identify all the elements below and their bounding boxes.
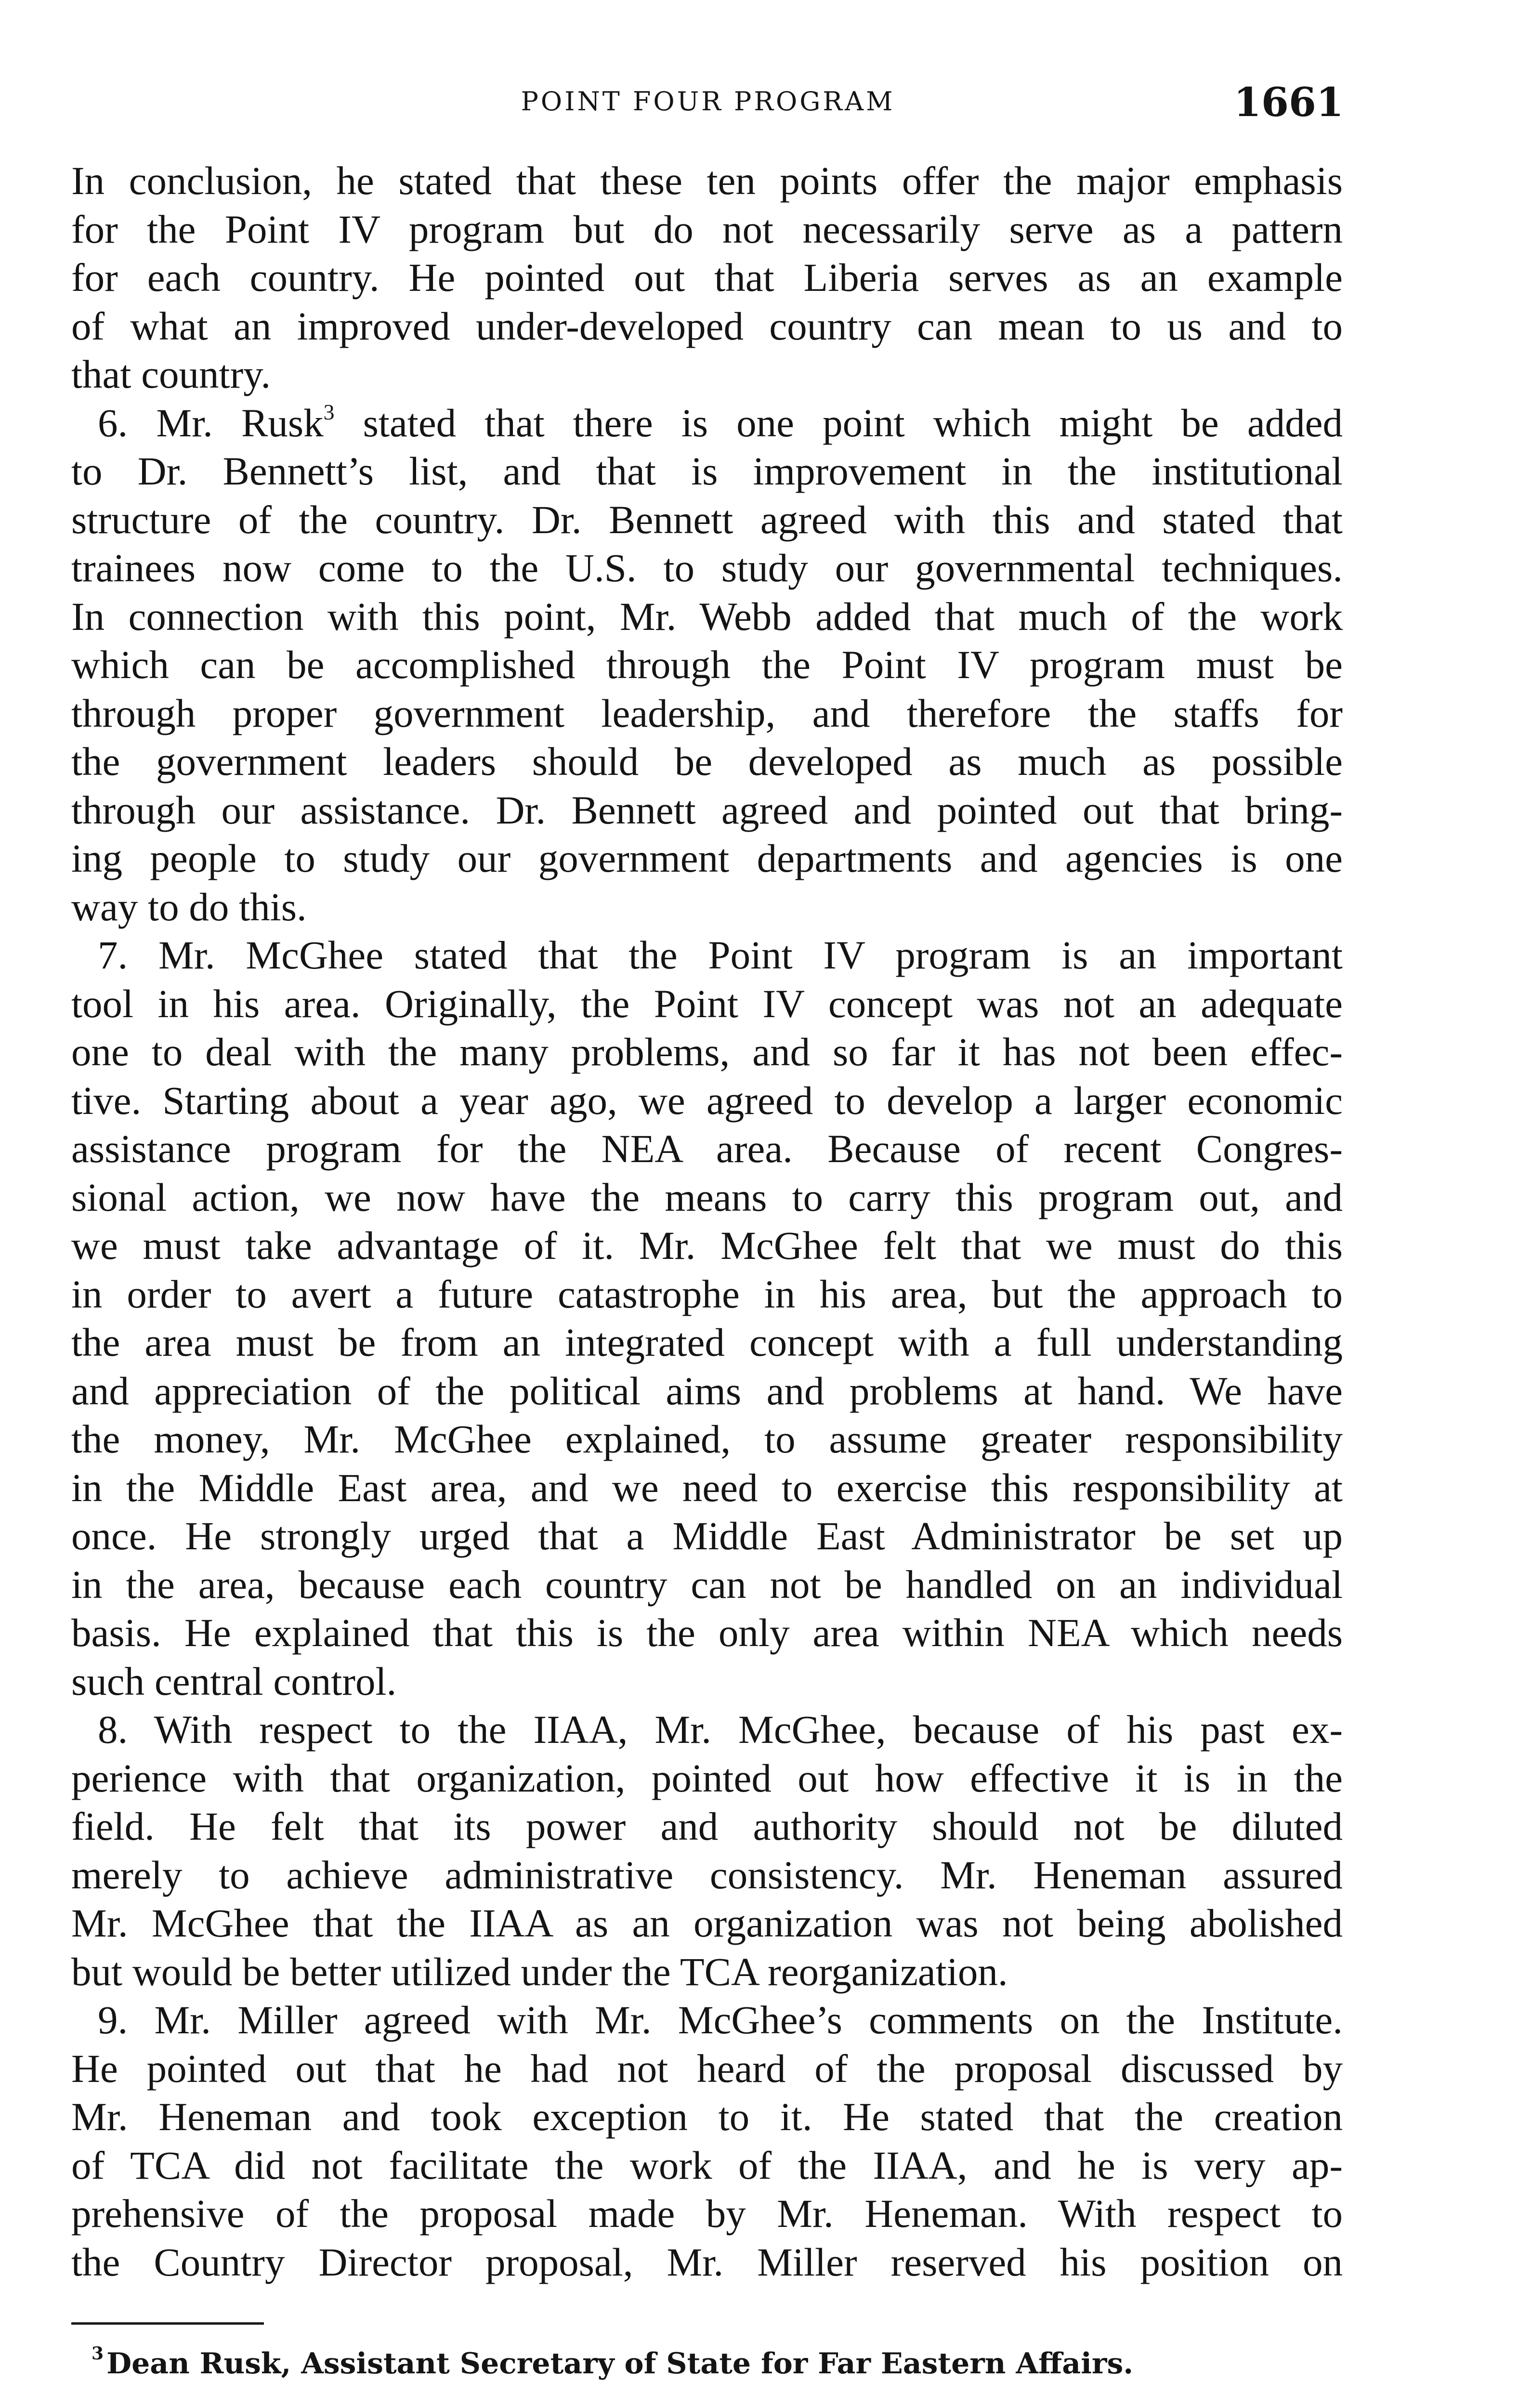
text-line [71,399,1343,447]
text-line: 8. With respect to the IIAA, Mr. McGhee, because of his past ex- [98,1707,1343,1752]
text-line: assistance program for the NEA area. Because of recent Congres- [71,1126,1343,1171]
footnote-text: Dean Rusk, Assistant Secretary of State for Far Eastern Affairs. [106,2347,1134,2381]
text-line: 9. Mr. Miller agreed with Mr. McGhee’s comments on the Institute. [98,1998,1343,2042]
text-line: merely to achieve administrative consistency. Mr. Heneman assured [71,1852,1343,1897]
text-line: prehensive of the proposal made by Mr. Heneman. With respect to [71,2191,1343,2236]
text-line: basis. He explained that this is the only area within NEA which needs [71,1610,1343,1655]
text-line: to Dr. Bennett’s list, and that is improvement in the institutional [71,449,1343,493]
text-line: once. He strongly urged that a Middle East Administrator be set up [71,1514,1343,1558]
text-line: In conclusion, he stated that these ten points offer the major emphasis [71,158,1343,203]
text-line: the area must be from an integrated concept with a full understanding [71,1320,1343,1364]
paragraph-lead: 6. Mr. Rusk [98,400,324,445]
text-line: trainees now come to the U.S. to study our governmental techniques. [71,546,1343,590]
text-line: and appreciation of the political aims and problems at hand. We have [71,1368,1343,1413]
text-line: tool in his area. Originally, the Point IV concept was not an adequate [71,981,1343,1026]
running-title: POINT FOUR PROGRAM [521,86,895,117]
text-line: in the area, because each country can not be handled on an individual [71,1562,1343,1607]
text-line: field. He felt that its power and authority should not be diluted [71,1804,1343,1848]
text-line: that country. [71,352,271,396]
text-line: tive. Starting about a year ago, we agreed to develop a larger economic [71,1078,1343,1123]
footnote-marker: 3 [92,2343,104,2364]
text-line: the Country Director proposal, Mr. Miller reserved his position on [71,2239,1343,2284]
text-line: such central control. [71,1659,397,1703]
text-line: for the Point IV program but do not necessarily serve as a pattern [71,207,1343,251]
page-number: 1661 [1233,79,1344,126]
text-line-rest: stated that there is one point which might be added [363,400,1343,445]
text-line: Mr. McGhee that the IIAA as an organization was not being abolished [71,1901,1343,1945]
body-text [71,157,1343,2286]
footnote-divider [71,2322,264,2325]
text-line: through our assistance. Dr. Bennett agreed and pointed out that bring- [71,787,1343,832]
text-line: one to deal with the many problems, and so far it has not been effec- [71,1030,1343,1074]
text-line: 7. Mr. McGhee stated that the Point IV program is an important [98,933,1343,977]
footnote-reference: 3 [323,400,335,425]
text-line: the government leaders should be developed as much as possible [71,739,1343,784]
text-line: through proper government leadership, and therefore the staffs for [71,691,1343,735]
text-line: for each country. He pointed out that Liberia serves as an example [71,255,1343,300]
text-line: way to do this. [71,884,307,929]
text-line: of TCA did not facilitate the work of the IIAA, and he is very ap- [71,2143,1343,2187]
text-line: sional action, we now have the means to carry this program out, and [71,1175,1343,1219]
running-header [72,79,1344,132]
text-line: the money, Mr. McGhee explained, to assume greater responsibility [71,1417,1343,1461]
text-line: ing people to study our government departments and agencies is one [71,836,1343,880]
text-line: Mr. Heneman and took exception to it. He stated that the creation [71,2094,1343,2139]
text-line: which can be accomplished through the Point IV program must be [71,642,1343,687]
footnote [92,2344,1133,2383]
text-line: in order to avert a future catastrophe in his area, but the approach to [71,1271,1343,1316]
text-line: structure of the country. Dr. Bennett agreed with this and stated that [71,497,1343,542]
text-line: in the Middle East area, and we need to exercise this responsibility at [71,1465,1343,1510]
text-line: In connection with this point, Mr. Webb added that much of the work [71,594,1343,639]
text-line: of what an improved under-developed country can mean to us and to [71,303,1343,348]
text-line: we must take advantage of it. Mr. McGhee felt that we must do this [71,1223,1343,1268]
text-line: perience with that organization, pointed out how effective it is in the [71,1755,1343,1800]
text-line: He pointed out that he had not heard of the proposal discussed by [71,2046,1343,2091]
text-line: but would be better utilized under the TCA reorganization. [71,1949,1008,1994]
